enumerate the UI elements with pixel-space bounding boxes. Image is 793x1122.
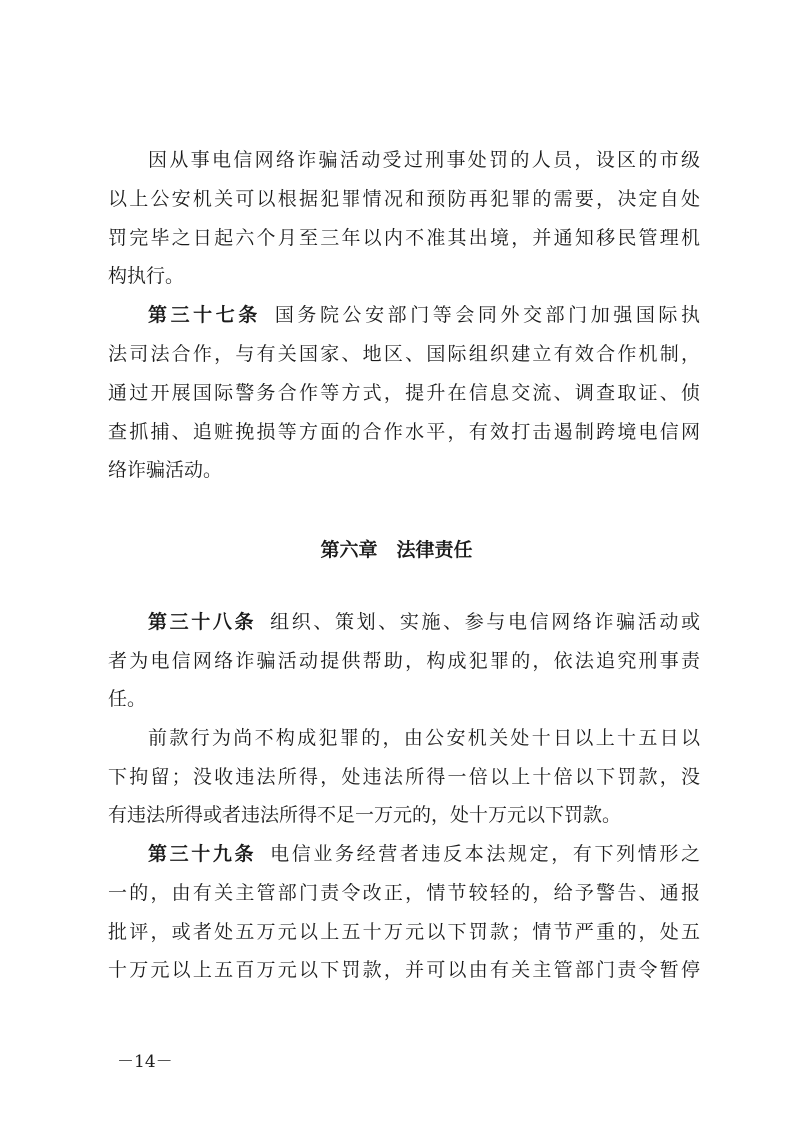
text-line: 法司法合作，与有关国家、地区、国际组织建立有效合作机制， <box>108 343 700 365</box>
text-line: 络诈骗活动。 <box>108 459 223 481</box>
page-number: －14－ <box>117 1052 173 1072</box>
article-37-first-line <box>108 303 700 327</box>
text-span: 国务院公安部门等会同外交部门加强国际执 <box>274 304 700 326</box>
text-line: 罚完毕之日起六个月至三年以内不准其出境，并通知移民管理机 <box>108 227 700 249</box>
text-line: 批评，或者处五万元以上五十万元以下罚款；情节严重的，处五 <box>108 921 700 943</box>
text-line: 以上公安机关可以根据犯罪情况和预防再犯罪的需要，决定自处 <box>108 188 700 210</box>
text-line: 构执行。 <box>108 265 185 287</box>
article-heading: 第三十七条 <box>148 304 261 326</box>
article-heading: 第三十八条 <box>148 611 257 633</box>
article-38-first-line <box>108 610 700 634</box>
text-line: 因从事电信网络诈骗活动受过刑事处罚的人员，设区的市级 <box>148 149 700 171</box>
text-line: 前款行为尚不构成犯罪的，由公安机关处十日以上十五日以 <box>148 727 700 749</box>
text-line: 任。 <box>108 688 147 710</box>
text-line: 一的，由有关主管部门责令改正，情节较轻的，给予警告、通报 <box>108 882 700 904</box>
text-line: 通过开展国际警务合作等方式，提升在信息交流、调查取证、侦 <box>108 382 700 404</box>
text-line: 十万元以上五百万元以下罚款，并可以由有关主管部门责令暂停 <box>108 959 700 981</box>
article-39-first-line <box>108 842 700 866</box>
chapter-title: 第六章 法律责任 <box>320 539 473 561</box>
article-heading: 第三十九条 <box>148 843 257 865</box>
text-line: 下拘留；没收违法所得，处违法所得一倍以上十倍以下罚款，没 <box>108 766 700 788</box>
text-span: 组织、策划、实施、参与电信网络诈骗活动或 <box>270 611 700 633</box>
text-line: 查抓捕、追赃挽损等方面的合作水平，有效打击遏制跨境电信网 <box>108 421 700 443</box>
text-line: 有违法所得或者违法所得不足一万元的，处十万元以下罚款。 <box>108 804 622 826</box>
text-line: 者为电信网络诈骗活动提供帮助，构成犯罪的，依法追究刑事责 <box>108 650 700 672</box>
text-span: 电信业务经营者违反本法规定，有下列情形之 <box>270 843 700 865</box>
